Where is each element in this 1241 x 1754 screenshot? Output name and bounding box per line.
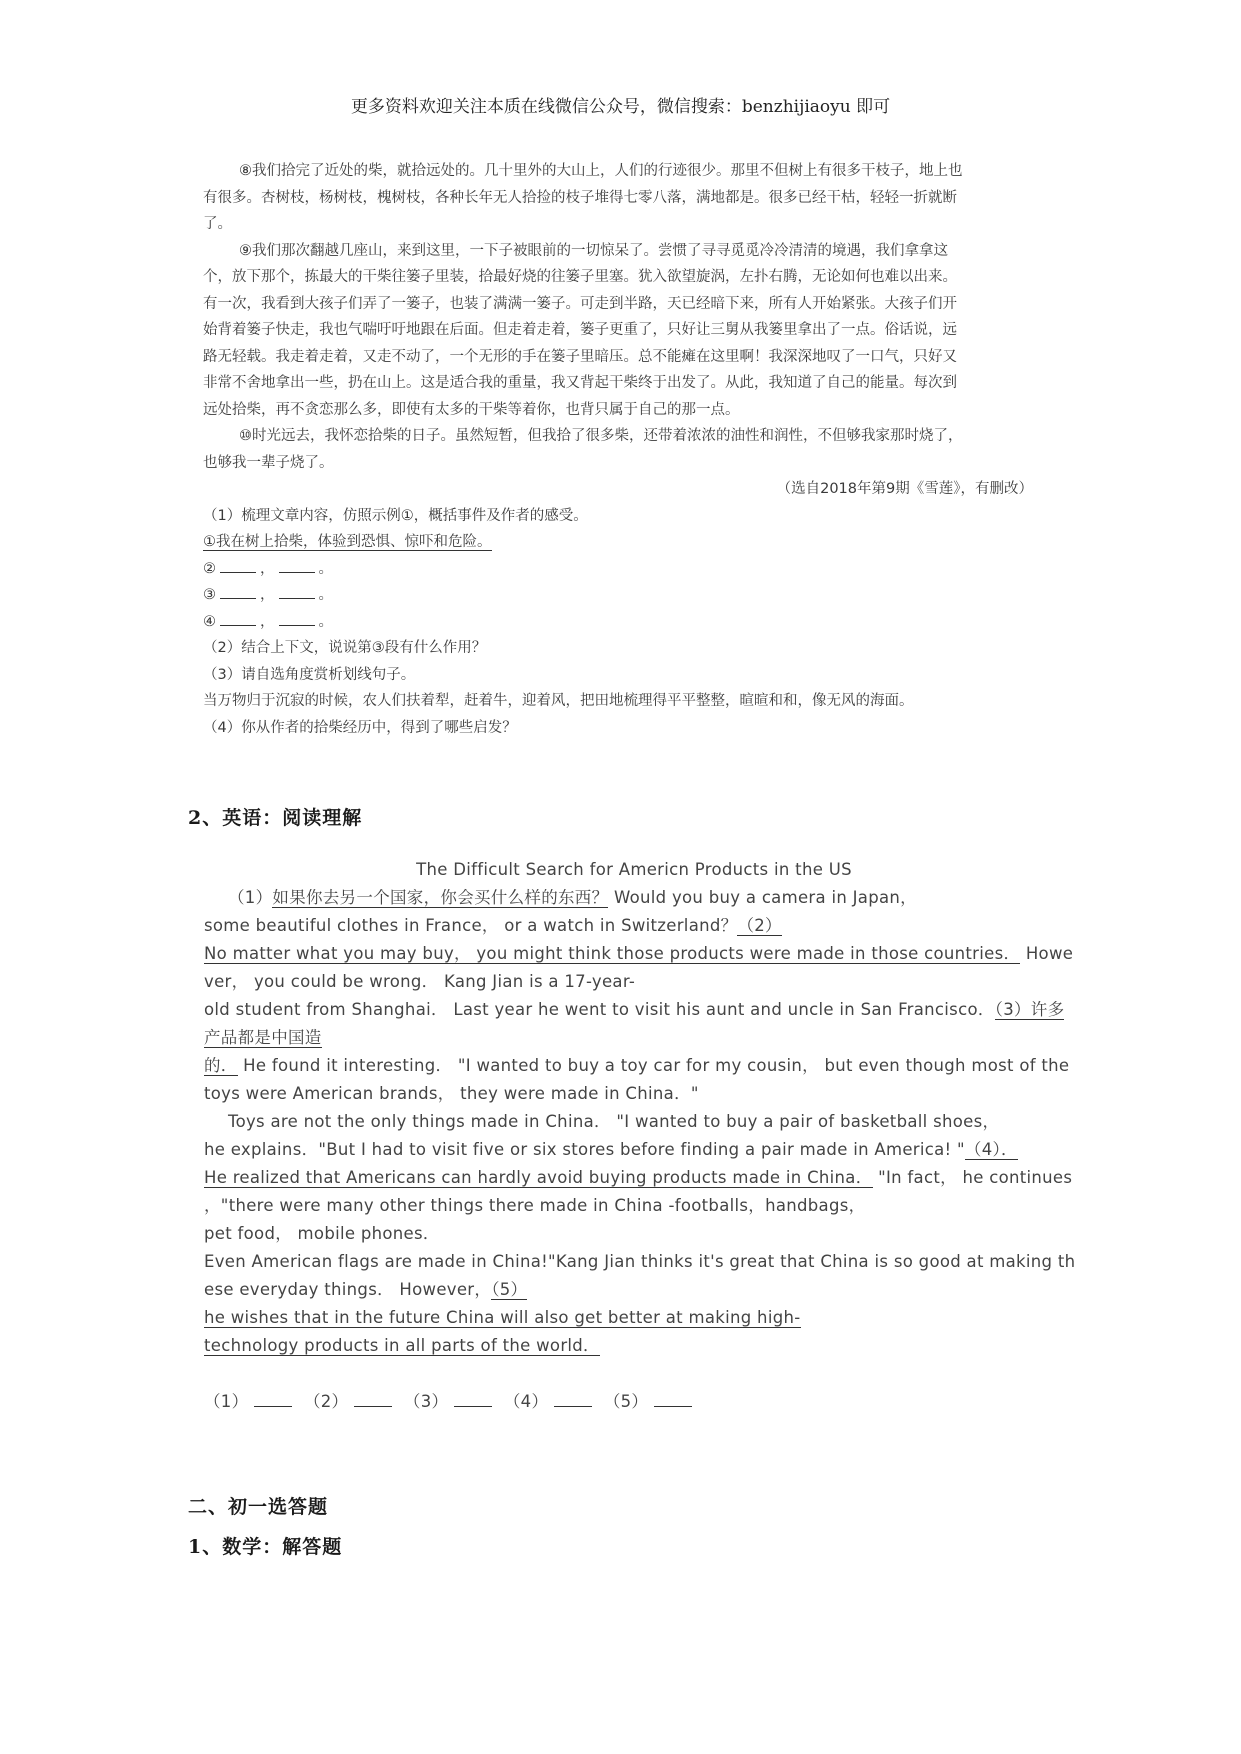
passage-source: （选自2018年第9期《雪莲》，有删改） [776,481,1033,497]
paragraph-9-line: 路无轻载。我走着走着，又走不动了，一个无形的手在篓子里暗压。总不能瘫在这里啊！我深深地叹了一口气，只好又 [203,348,957,365]
passage-line: Even American flags are made in China!"Kang Jian thinks it's great that China is so good at making th [204,1252,1076,1271]
passage-line: Toys are not the only things made in China． "I wanted to buy a pair of basketball shoes， [228,1112,1000,1131]
paragraph-10-line: 也够我一辈子烧了。 [203,454,334,471]
answer-label: （4） [503,1392,549,1411]
paragraph-8-line: 有很多。杏树枝，杨树枝，槐树枝，各种长年无人拾捡的枝子堆得七零八落，满地都是。很多已经干枯，轻轻一折就断 [203,189,957,206]
paragraph-9-line: 有一次，我看到大孩子们弄了一篓子，也装了满满一篓子。可走到半路，天已经暗下来，所有人开始紧张。大孩子们开 [203,295,957,312]
item-label: ③ [203,587,216,603]
sentence: some beautiful clothes in France， or a watch in Switzerland？ [204,916,738,935]
passage-line [204,1024,1084,1052]
item-label: ④ [203,613,216,630]
answer-blank[interactable] [554,1390,592,1407]
page-header: 更多资料欢迎关注本质在线微信公众号，微信搜索：benzhijiaoyu 即可 [350,97,891,117]
answer-blank[interactable] [279,611,315,626]
answer-blank[interactable] [279,558,315,573]
underlined-sentence: technology products in all parts of the world． [204,1336,600,1355]
answer-blank[interactable] [279,584,315,599]
answer-blank[interactable] [354,1390,392,1407]
example-answer-text: ①我在树上拾柴，体验到恐惧、惊吓和危险。 [203,534,492,550]
passage-line [204,1052,1084,1080]
answer-blank[interactable] [654,1390,692,1407]
answer-row-4 [203,609,1033,636]
section-two-heading: 二、初一选答题 [188,1496,329,1518]
answer-blank[interactable] [254,1390,292,1407]
passage-line [204,1164,1084,1192]
answer-row-2 [203,556,1033,583]
answer-blank[interactable] [220,611,256,626]
blank-number: （4）． [964,1140,1018,1159]
sentence: Would you buy a camera in Japan， [608,888,917,907]
underlined-sentence: No matter what you may buy， you might think those products were made in those countries． [204,944,1021,963]
underlined-sentence: He realized that Americans can hardly avoid buying products made in China． [204,1168,873,1187]
answer-row-3 [203,582,1033,609]
passage-line [204,884,1084,912]
passage-line: pet food， mobile phones． [204,1224,440,1243]
underlined-sentence: 产品都是中国造 [204,1028,322,1047]
paragraph-9-line: 始背着篓子快走，我也气喘吁吁地跟在后面。但走着走着，篓子更重了，只好让三舅从我篓里拿出了一点。俗话说，远 [203,322,957,338]
period: 。 [318,560,333,577]
underlined-sentence: 的． [204,1056,238,1075]
paragraph-8-line: 了。 [203,216,232,232]
sentence: ese everyday things． However， [204,1280,492,1299]
paragraph-8-line: ⑧我们拾完了近处的柴，就拾远处的。几十里外的大山上，人们的行迹很少。那里不但树上有很多干枝子，地上也 [239,163,963,179]
question-3: （3）请自选角度赏析划线句子。 [203,666,416,683]
passage-title: The Difficult Search for Americn Products in the US [416,860,852,879]
comma: ， [260,560,275,577]
english-passage [204,856,1084,1360]
item-label: ② [203,560,216,577]
blank-number: （2） [737,916,782,935]
answer-label: （3） [403,1392,449,1411]
question-2: （2）结合上下文，说说第③段有什么作用？ [203,640,487,656]
underlined-sentence: he wishes that in the future China will also get better at making high- [204,1308,801,1327]
answer-label: （1） [204,1392,249,1411]
sentence: old student from Shanghai． Last year he went to visit his aunt and uncle in San Francisco． [204,1000,995,1019]
period: 。 [318,587,333,603]
passage-line: toys were American brands， they were made in China．" [204,1084,699,1103]
passage-line [204,1276,1084,1304]
section-english-heading: 2、英语：阅读理解 [188,807,363,829]
blank-number: （5） [491,1280,528,1299]
answer-blank[interactable] [220,558,256,573]
comma: ， [260,587,275,603]
question-1: （1）梳理文章内容，仿照示例①，概括事件及作者的感受。 [203,507,588,524]
paragraph-10-line: ⑩时光远去，我怀恋拾柴的日子。虽然短暂，但我拾了很多柴，还带着浓浓的油性和润性，不但够我家那时烧了， [239,428,963,444]
english-answer-row [204,1388,1084,1416]
sentence: Howe [1020,944,1074,963]
example-answer [203,529,1033,556]
passage-line [204,1304,1084,1332]
answer-label: （2） [303,1392,349,1411]
chinese-passage [203,158,1033,741]
paragraph-9-line: 远处拾柴，再不贪恋那么多，即使有太多的干柴等着你，也背只属于自己的那一点。 [203,401,740,418]
paragraph-9-line: 非常不舍地拿出一些，扔在山上。这是适合我的重量，我又背起干柴终于出发了。从此，我知道了自己的能量。每次到 [203,375,957,391]
period: 。 [318,613,333,630]
question-3-sentence: 当万物归于沉寂的时候，农人们扶着犁，赶着牛，迎着风，把田地梳理得平平整整，暄暄和和，像无风的海面。 [203,693,914,709]
underlined-sentence: （3）许多 [994,1000,1065,1019]
answer-line [204,1388,1084,1416]
paragraph-9-line: 个，放下那个，拣最大的干柴往篓子里装，拾最好烧的往篓子里塞。犹入欲望旋涡，左扑右腾，无论如何也难以出来。 [203,269,957,285]
sentence: "In fact， he continues [878,1168,1073,1187]
blank-number: （1） [228,888,273,907]
passage-line [204,912,1084,940]
passage-line [204,996,1084,1024]
section-math-heading: 1、数学：解答题 [188,1536,343,1558]
underlined-sentence: 如果你去另一个国家，你会买什么样的东西？ [272,888,609,907]
passage-line [204,1136,1084,1164]
passage-line: ，"there were many other things there made in China -footballs，handbags， [204,1196,866,1215]
passage-line: ver， you could be wrong． Kang Jian is a 17-year- [204,972,636,991]
comma: ， [260,613,275,630]
answer-blank[interactable] [454,1390,492,1407]
passage-line [204,940,1084,968]
answer-blank[interactable] [220,584,256,599]
passage-line [204,1332,1084,1360]
answer-label: （5） [603,1392,649,1411]
sentence: He found it interesting． "I wanted to buy a toy car for my cousin， but even though most of the [237,1056,1070,1075]
paragraph-9-line: ⑨我们那次翻越几座山，来到这里，一下子被眼前的一切惊呆了。尝惯了寻寻觅觅冷冷清清的境遇，我们拿拿这 [239,242,948,259]
question-4: （4）你从作者的拾柴经历中，得到了哪些启发？ [203,719,517,736]
sentence: he explains．"But I had to visit five or six stores before finding a pair made in America! " [204,1140,965,1159]
